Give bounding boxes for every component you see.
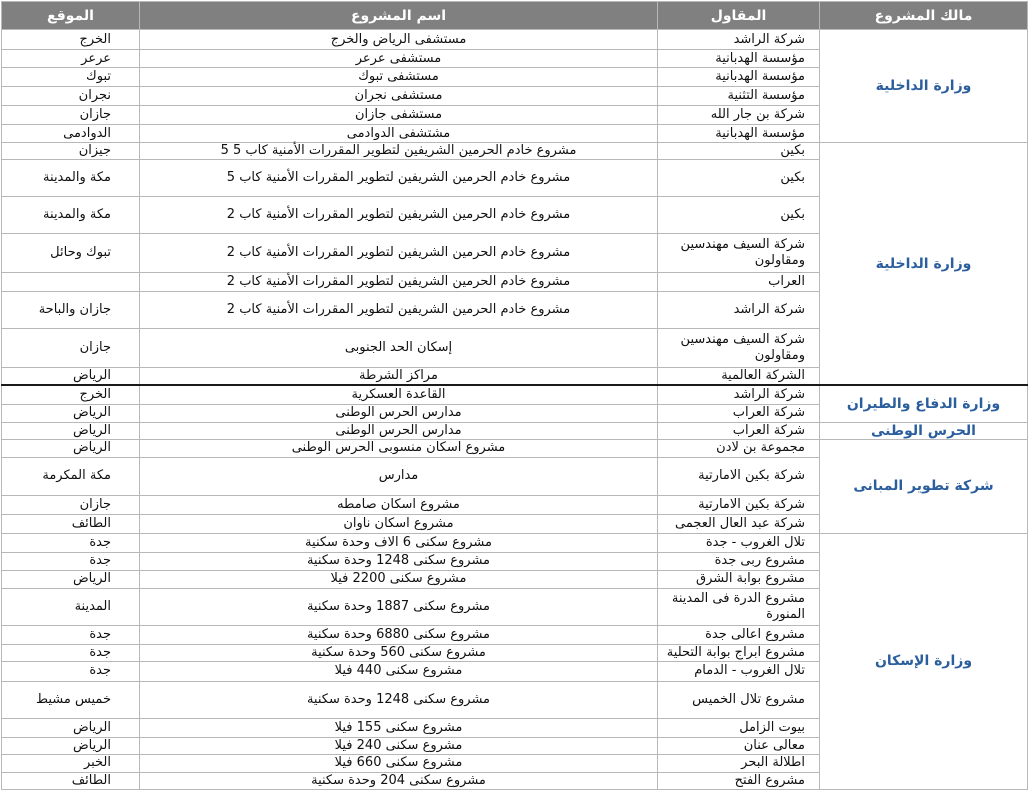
- location-cell: جدة: [2, 625, 140, 644]
- location-cell: الرياض: [2, 422, 140, 439]
- owner-cell: شركة تطوير المبانى: [820, 439, 1028, 533]
- location-cell: الرياض: [2, 570, 140, 588]
- location-cell: المدينة: [2, 588, 140, 625]
- location-cell: مكة المكرمة: [2, 457, 140, 495]
- contractor-cell: بكين: [658, 197, 820, 234]
- project-cell: مراكز الشرطة: [140, 368, 658, 386]
- contractor-cell: مشروع الفتح: [658, 772, 820, 789]
- contractor-cell: بكين: [658, 143, 820, 160]
- location-cell: الرياض: [2, 368, 140, 386]
- project-cell: مشروع سكنى 240 فيلا: [140, 737, 658, 754]
- project-cell: مشروع سكنى 560 وحدة سكنية: [140, 644, 658, 661]
- contractor-cell: مشروع اعالى جدة: [658, 625, 820, 644]
- header-contractor: المقاول: [658, 2, 820, 30]
- owner-cell: الحرس الوطنى: [820, 422, 1028, 439]
- contractor-cell: مؤسسة الهدبانية: [658, 50, 820, 68]
- contractor-cell: مشروع الدرة فى المدينة المنورة: [658, 588, 820, 625]
- owner-cell: وزارة الداخلية: [820, 30, 1028, 143]
- location-cell: جيزان: [2, 143, 140, 160]
- project-cell: القاعدة العسكرية: [140, 385, 658, 404]
- project-cell: مشروع خادم الحرمين الشريفين لتطوير المقررات الأمنية كاب 2: [140, 197, 658, 234]
- contractor-cell: مؤسسة التثنية: [658, 87, 820, 106]
- location-cell: خميس مشيط: [2, 681, 140, 718]
- contractor-cell: مجموعة بن لادن: [658, 439, 820, 457]
- project-cell: مدارس الحرس الوطنى: [140, 422, 658, 439]
- project-cell: مشروع سكنى 155 فيلا: [140, 718, 658, 737]
- contractor-cell: مشروع ابراج بوابة التحلية: [658, 644, 820, 661]
- project-cell: مشروع اسكان منسوبى الحرس الوطنى: [140, 439, 658, 457]
- location-cell: جازان: [2, 329, 140, 368]
- project-cell: مشروع سكنى 2200 فيلا: [140, 570, 658, 588]
- project-cell: مشروع خادم الحرمين الشريفين لتطوير المقررات الأمنية كاب 5: [140, 160, 658, 197]
- location-cell: جدة: [2, 644, 140, 661]
- contractor-cell: شركة الراشد: [658, 385, 820, 404]
- project-cell: إسكان الحد الجنوبى: [140, 329, 658, 368]
- contractor-cell: مؤسسة الهدبانية: [658, 68, 820, 87]
- project-cell: مستشفى الرياض والخرج: [140, 30, 658, 50]
- project-cell: مشروع خادم الحرمين الشريفين لتطوير المقررات الأمنية كاب 2: [140, 234, 658, 273]
- project-cell: مشروع اسكان صامطه: [140, 495, 658, 514]
- table-row: [2, 30, 1028, 50]
- table-row: [2, 143, 1028, 160]
- location-cell: جدة: [2, 533, 140, 552]
- project-cell: مشروع سكنى 1248 وحدة سكنية: [140, 552, 658, 570]
- table-row: [2, 533, 1028, 552]
- location-cell: تبوك وحائل: [2, 234, 140, 273]
- contractor-cell: مشروع تلال الخميس: [658, 681, 820, 718]
- owner-cell: وزارة الدفاع والطيران: [820, 385, 1028, 422]
- contractor-cell: شركة بن جار الله: [658, 106, 820, 125]
- project-cell: مشروع سكنى 1887 وحدة سكنية: [140, 588, 658, 625]
- contractor-cell: شركة العراب: [658, 422, 820, 439]
- project-cell: مشروع سكنى 6880 وحدة سكنية: [140, 625, 658, 644]
- contractor-cell: بيوت الزامل: [658, 718, 820, 737]
- owner-cell: وزارة الإسكان: [820, 533, 1028, 789]
- project-cell: مدارس: [140, 457, 658, 495]
- contractor-cell: شركة السيف مهندسين ومقاولون: [658, 234, 820, 273]
- project-cell: مشروع خادم الحرمين الشريفين لتطوير المقررات الأمنية كاب 2: [140, 292, 658, 329]
- location-cell: جازان: [2, 106, 140, 125]
- location-cell: جدة: [2, 661, 140, 681]
- contractor-cell: مشروع ربى جدة: [658, 552, 820, 570]
- header-owner: مالك المشروع: [820, 2, 1028, 30]
- contractor-cell: تلال الغروب - الدمام: [658, 661, 820, 681]
- location-cell: الدوادمى: [2, 125, 140, 143]
- header-row: [2, 2, 1028, 30]
- location-cell: الرياض: [2, 737, 140, 754]
- location-cell: الرياض: [2, 439, 140, 457]
- project-cell: مشروع اسكان ناوان: [140, 514, 658, 533]
- project-cell: مشروع سكنى 1248 وحدة سكنية: [140, 681, 658, 718]
- table-row: [2, 422, 1028, 439]
- project-cell: مستشفى نجران: [140, 87, 658, 106]
- contractor-cell: شركة الراشد: [658, 292, 820, 329]
- contractor-cell: بكين: [658, 160, 820, 197]
- contractor-cell: اطلالة البحر: [658, 754, 820, 772]
- contractor-cell: شركة عبد العال العجمى: [658, 514, 820, 533]
- project-cell: مشتشفى الدوادمى: [140, 125, 658, 143]
- location-cell: جدة: [2, 552, 140, 570]
- location-cell: الخرج: [2, 30, 140, 50]
- contractor-cell: تلال الغروب - جدة: [658, 533, 820, 552]
- contractor-cell: العراب: [658, 273, 820, 292]
- location-cell: الطائف: [2, 772, 140, 789]
- owner-cell: وزارة الداخلية: [820, 143, 1028, 386]
- project-cell: مستشفى جازان: [140, 106, 658, 125]
- project-cell: مستشفى عرعر: [140, 50, 658, 68]
- contractor-cell: شركة بكين الامارتية: [658, 495, 820, 514]
- contractor-cell: الشركة العالمية: [658, 368, 820, 386]
- contractor-cell: مؤسسة الهدبانية: [658, 125, 820, 143]
- location-cell: جازان: [2, 495, 140, 514]
- header-project: اسم المشروع: [140, 2, 658, 30]
- project-cell: مستشفى تبوك: [140, 68, 658, 87]
- contractor-cell: شركة العراب: [658, 404, 820, 422]
- location-cell: نجران: [2, 87, 140, 106]
- location-cell: الرياض: [2, 404, 140, 422]
- contractor-cell: شركة السيف مهندسين ومقاولون: [658, 329, 820, 368]
- contractor-cell: شركة الراشد: [658, 30, 820, 50]
- project-cell: مدارس الحرس الوطنى: [140, 404, 658, 422]
- location-cell: [2, 273, 140, 292]
- table-row: [2, 439, 1028, 457]
- project-cell: مشروع سكنى 204 وحدة سكنية: [140, 772, 658, 789]
- project-cell: مشروع خادم الحرمين الشريفين لتطوير المقررات الأمنية كاب 5 5: [140, 143, 658, 160]
- contractor-cell: معالى عنان: [658, 737, 820, 754]
- table-row: [2, 385, 1028, 404]
- location-cell: الخبر: [2, 754, 140, 772]
- location-cell: الخرج: [2, 385, 140, 404]
- contractor-cell: شركة بكين الامارتية: [658, 457, 820, 495]
- contractor-cell: مشروع بوابة الشرق: [658, 570, 820, 588]
- location-cell: مكة والمدينة: [2, 197, 140, 234]
- project-cell: مشروع سكنى 6 الاف وحدة سكنية: [140, 533, 658, 552]
- location-cell: الرياض: [2, 718, 140, 737]
- location-cell: الطائف: [2, 514, 140, 533]
- location-cell: تبوك: [2, 68, 140, 87]
- location-cell: عرعر: [2, 50, 140, 68]
- projects-table: [1, 1, 1028, 790]
- project-cell: مشروع سكنى 440 فيلا: [140, 661, 658, 681]
- location-cell: مكة والمدينة: [2, 160, 140, 197]
- project-cell: مشروع سكنى 660 فيلا: [140, 754, 658, 772]
- table-body: [2, 30, 1028, 790]
- header-location: الموقع: [2, 2, 140, 30]
- project-cell: مشروع خادم الحرمين الشريفين لتطوير المقررات الأمنية كاب 2: [140, 273, 658, 292]
- location-cell: جازان والباحة: [2, 292, 140, 329]
